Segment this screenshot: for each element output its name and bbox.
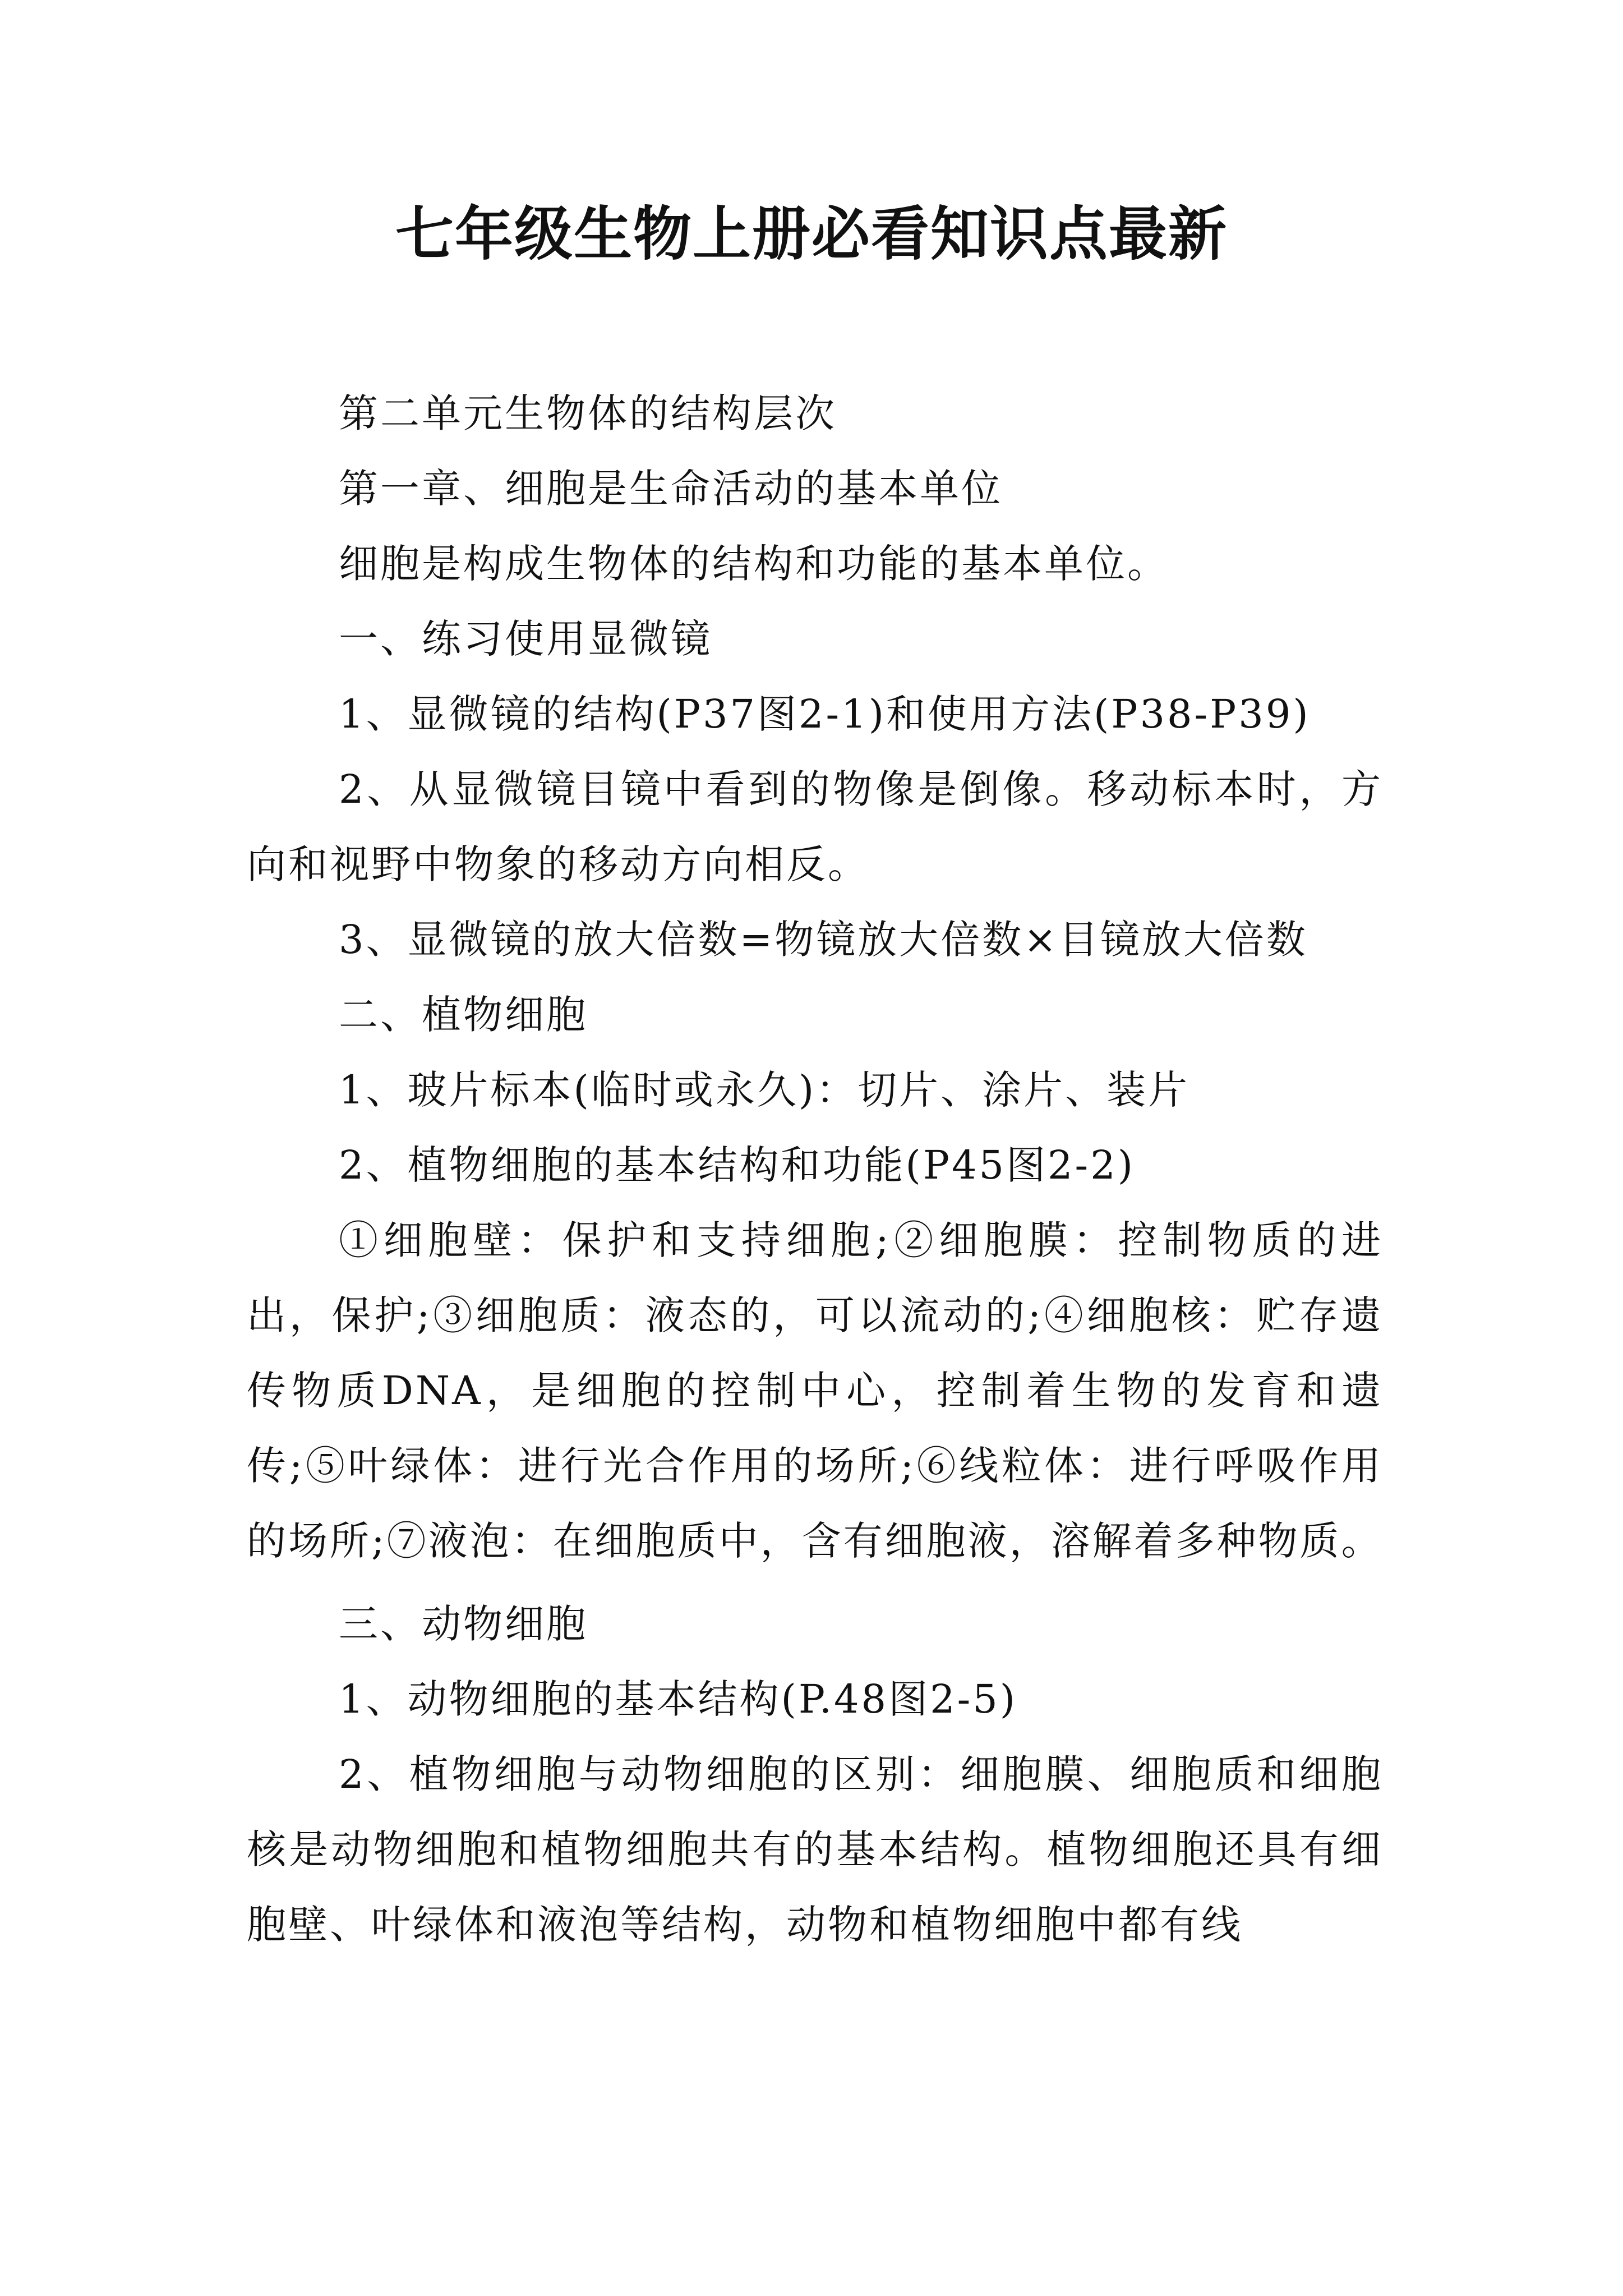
section-heading-unit: 第二单元生物体的结构层次 (339, 390, 837, 436)
chapter-heading: 第一章、细胞是生命活动的基本单位 (339, 466, 1003, 512)
section-heading-plant-cell: 二、植物细胞 (339, 992, 588, 1038)
list-item-inverted-image: 2、从显微镜目镜中看到的物像是倒像。移动标本时，方向和视野中物象的移动方向相反。 (247, 766, 1383, 887)
list-item-plant-cell-structure: 2、植物细胞的基本结构和功能(P45图2-2) (339, 1142, 1136, 1188)
section-heading-animal-cell: 三、动物细胞 (339, 1601, 588, 1647)
list-item-animal-cell-structure: 1、动物细胞的基本结构(P.48图2-5) (339, 1676, 1018, 1722)
list-item-magnification: 3、显微镜的放大倍数=物镜放大倍数×目镜放大倍数 (339, 917, 1308, 963)
paragraph-plant-cell-functions: ①细胞壁：保护和支持细胞;②细胞膜：控制物质的进出，保护;③细胞质：液态的，可以流动的;④细胞核：贮存遗传物质DNA，是细胞的控制中心，控制着生物的发育和遗传;⑤叶绿体：进行光合作用的场所;⑥线粒体：进行呼吸作用的场所;⑦液泡：在细胞质中，含有细胞液，溶解着多种物质。 (247, 1217, 1383, 1564)
paragraph-definition: 细胞是构成生物体的结构和功能的基本单位。 (339, 541, 1169, 587)
list-item-cell-differences: 2、植物细胞与动物细胞的区别：细胞膜、细胞质和细胞核是动物细胞和植物细胞共有的基本结构。植物细胞还具有细胞壁、叶绿体和液泡等结构，动物和植物细胞中都有线 (247, 1751, 1383, 1948)
document-body (247, 376, 1383, 1962)
paragraph-spacer (247, 1579, 1383, 1586)
document-title: 七年级生物上册必看知识点最新 (395, 199, 1228, 268)
section-heading-microscope: 一、练习使用显微镜 (339, 616, 712, 662)
list-item-slide-specimen: 1、玻片标本(临时或永久)：切片、涂片、装片 (339, 1067, 1190, 1113)
list-item-microscope-structure: 1、显微镜的结构(P37图2-1)和使用方法(P38-P39) (339, 691, 1311, 737)
